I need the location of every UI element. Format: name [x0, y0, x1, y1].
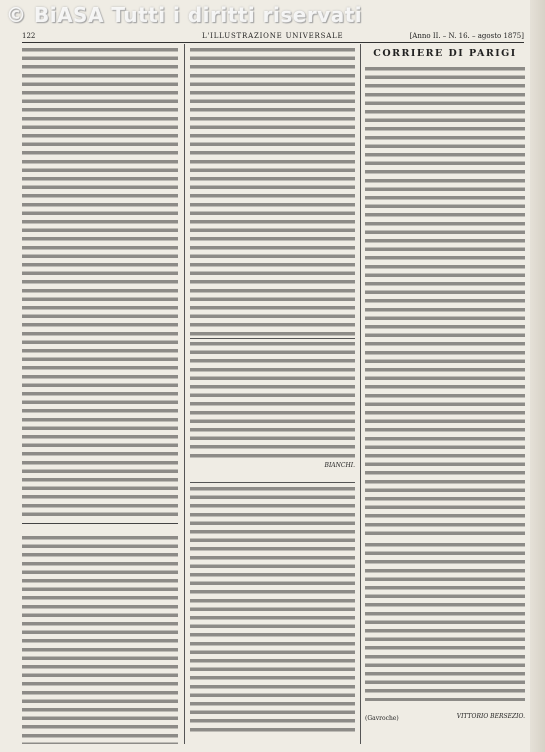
reference-note: (Gavroche) [365, 715, 399, 722]
signature: BIANCHI. [324, 462, 355, 469]
horizontal-rule [190, 338, 355, 339]
text-block [22, 534, 178, 744]
column-1-lower-text [22, 534, 178, 744]
column-rule-1 [184, 44, 185, 744]
text-block [22, 46, 178, 521]
issue-date: [Anno II. – N. 16. – agosto 1875] [409, 32, 524, 40]
publication-title: L'ILLUSTRAZIONE UNIVERSALE [202, 32, 344, 40]
text-block [365, 541, 525, 701]
column-3 [365, 46, 525, 736]
page-number: 122 [22, 32, 36, 40]
column-2-text [190, 46, 355, 336]
horizontal-rule [190, 482, 355, 483]
column-2-bottom-text [190, 485, 355, 735]
section-title: CORRIERE DI PARIGI [373, 48, 517, 59]
page-header [22, 30, 524, 43]
text-block [365, 65, 525, 535]
text-block [190, 46, 355, 336]
watermark: © BiASA Tutti i diritti riservati [6, 3, 363, 27]
column-1-text [22, 46, 178, 521]
column-2-middle-text [190, 340, 355, 480]
section-divider [22, 523, 178, 534]
text-block [190, 485, 355, 735]
author-signature: VITTORIO BERSEZIO. [456, 713, 525, 720]
column-rule-2 [360, 44, 361, 744]
page-fold [530, 0, 545, 752]
text-block [190, 340, 355, 458]
